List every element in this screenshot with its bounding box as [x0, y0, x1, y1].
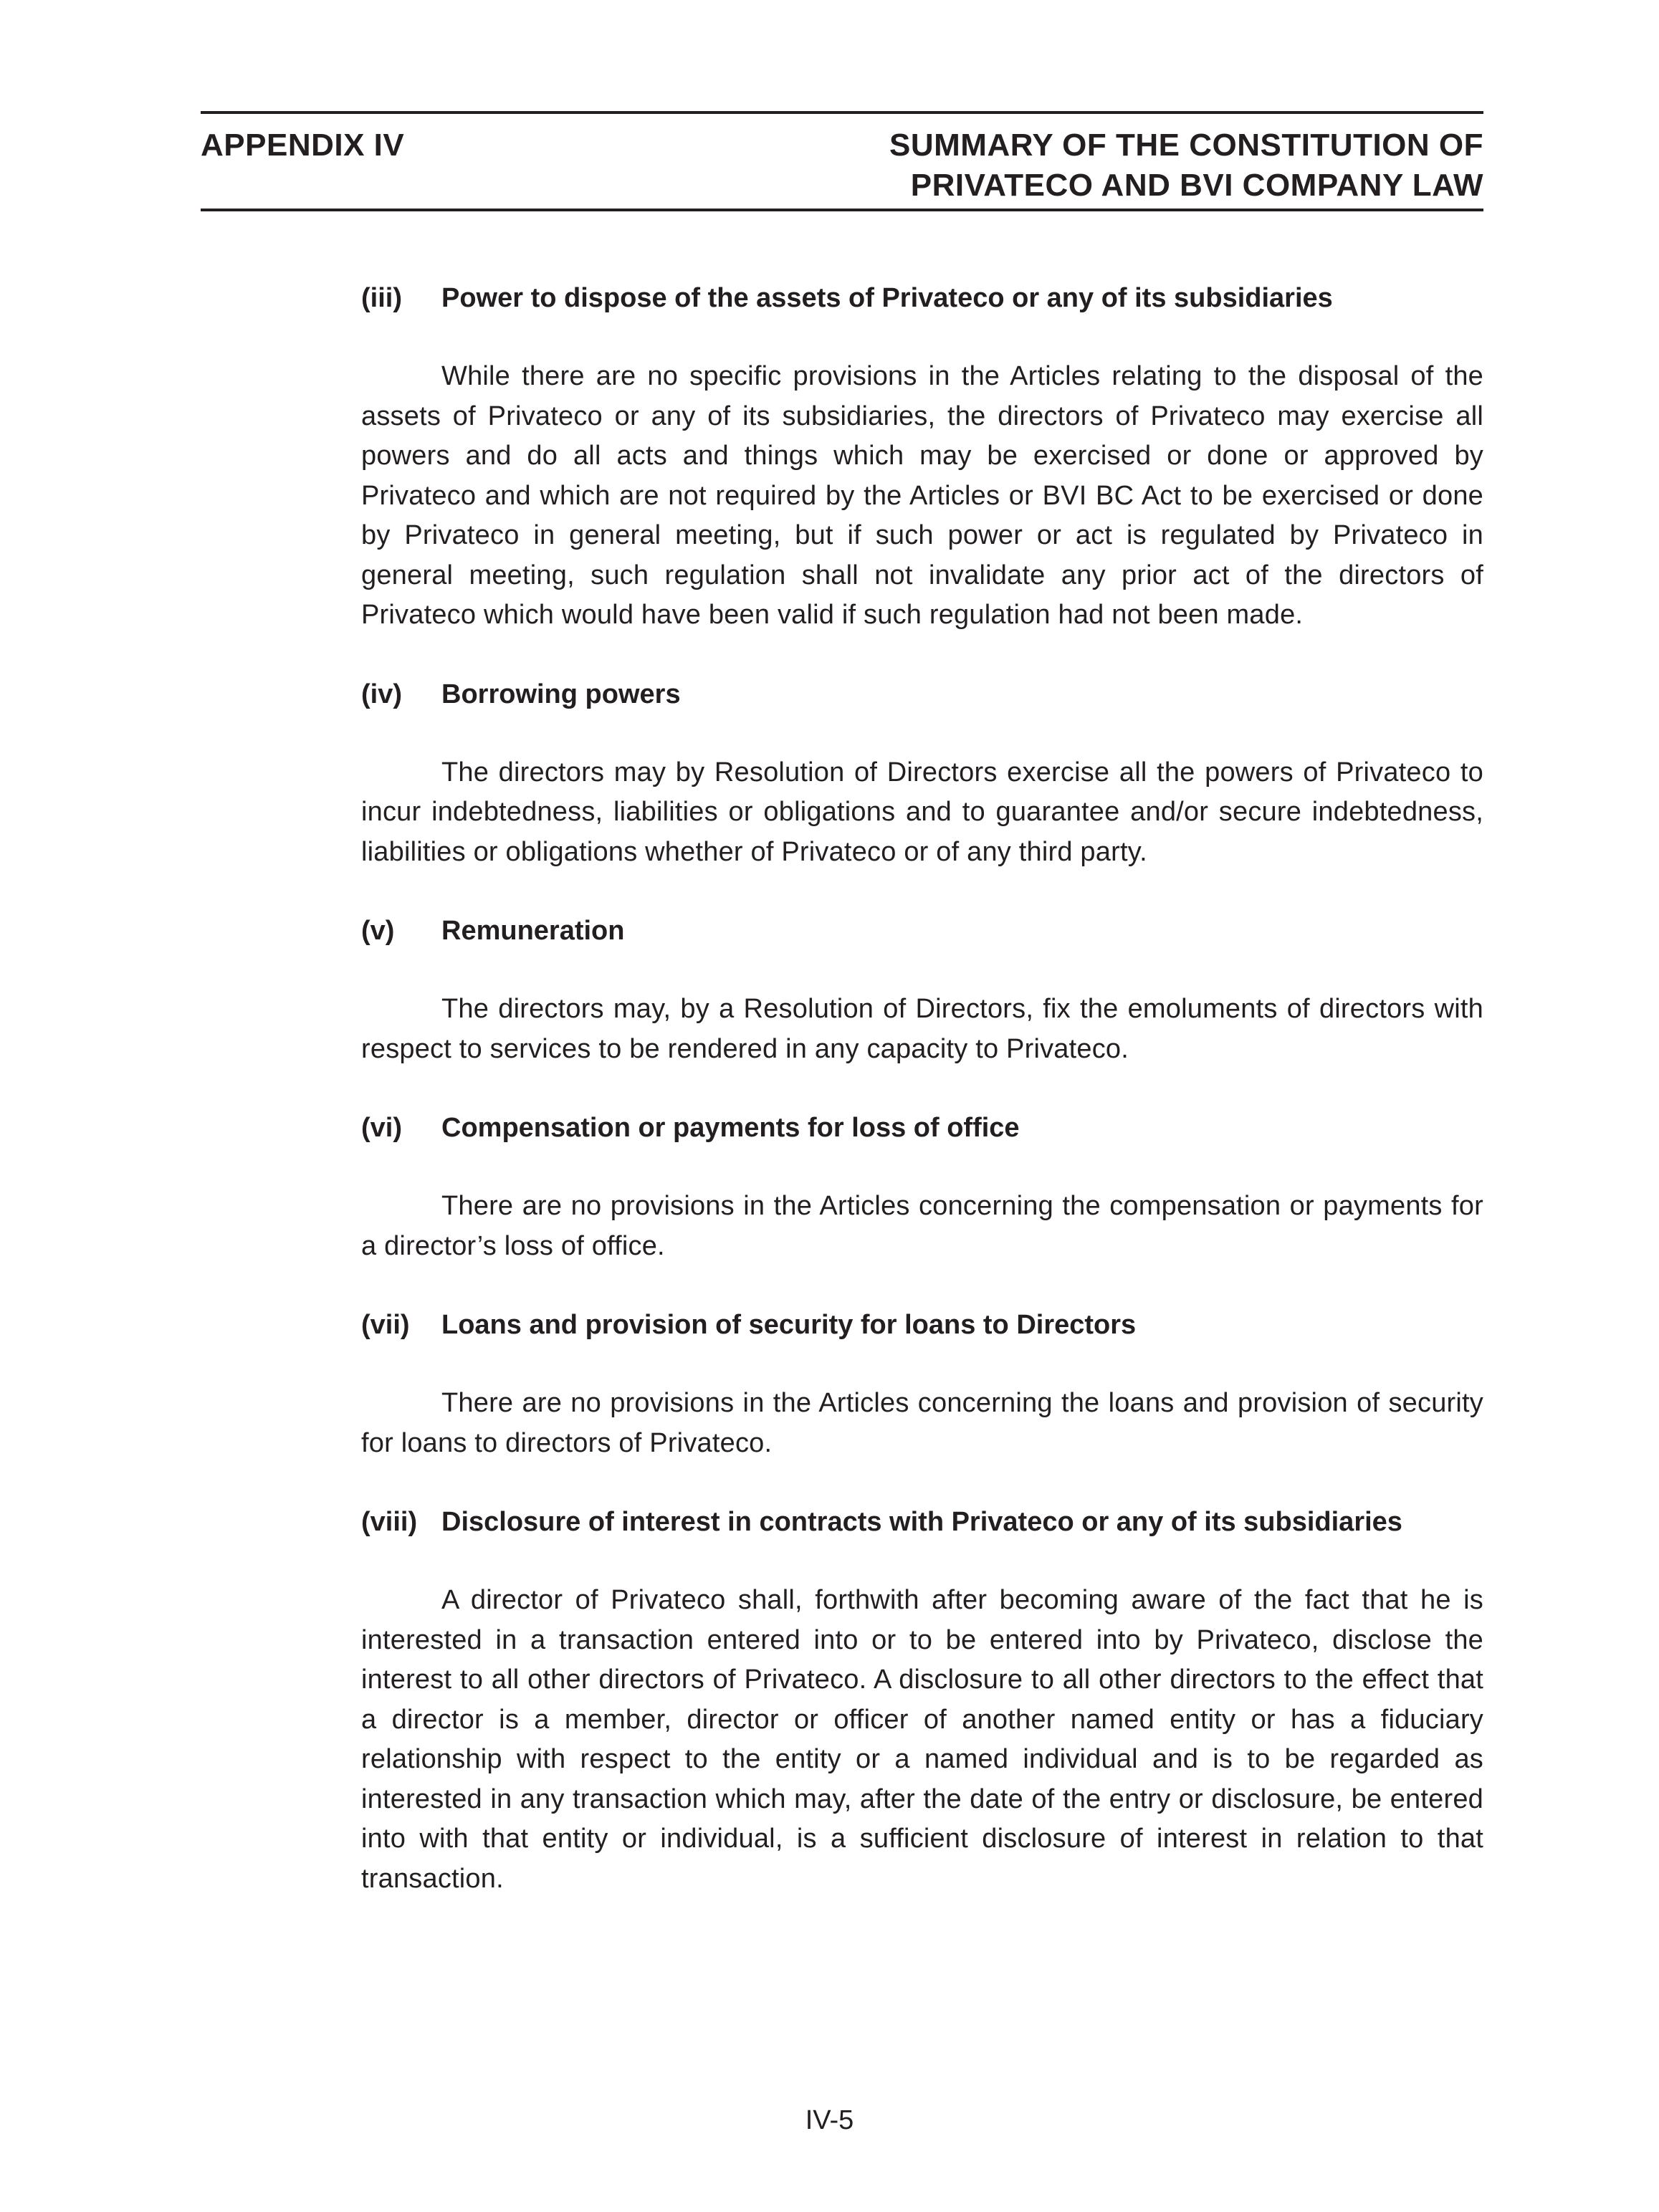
- section-iv: [361, 674, 1483, 873]
- section-number: (vi): [361, 1113, 402, 1143]
- section-number: (iv): [361, 679, 402, 709]
- section-heading: [361, 911, 1483, 951]
- section-vii: [361, 1305, 1483, 1463]
- section-paragraph: The directors may by Resolution of Directors exercise all the powers of Privateco to incur indebtedness, liabilities or obligations and to guarantee and/or secure indebtedness, liabilities or obligations whether of Privateco or of any third party.: [361, 757, 1483, 867]
- section-heading: [361, 1502, 1483, 1542]
- section-number: (iii): [361, 283, 402, 313]
- section-title: Disclosure of interest in contracts with Privateco or any of its subsidiaries: [441, 1507, 1402, 1537]
- section-viii: [361, 1502, 1483, 1899]
- appendix-title-line-2: PRIVATECO AND BVI COMPANY LAW: [910, 168, 1483, 203]
- section-paragraph: There are no provisions in the Articles concerning the loans and provision of security for loans to directors of Privateco.: [361, 1388, 1483, 1458]
- section-title: Remuneration: [441, 916, 625, 946]
- section-number: (vii): [361, 1310, 410, 1340]
- appendix-label: APPENDIX IV: [201, 128, 405, 163]
- section-vi: [361, 1108, 1483, 1266]
- section-title: Loans and provision of security for loans to Directors: [441, 1310, 1137, 1340]
- section-paragraph: While there are no specific provisions in the Articles relating to the disposal of the assets of Privateco or any of its subsidiaries, the directors of Privateco may exercise all powers and do all acts and things which may be exercised or done or approved by Privateco and which are not required by the Articles or BVI BC Act to be exercised or done by Privateco in general meeting, but if such power or act is regulated by Privateco in general meeting, such regulation shall not invalidate any prior act of the directors of Privateco which would have been valid if such regulation had not been made.: [361, 361, 1483, 630]
- appendix-title: [889, 125, 1483, 206]
- section-heading: [361, 674, 1483, 714]
- section-number: (viii): [361, 1507, 418, 1537]
- document-body: [361, 278, 1483, 1938]
- page-number: IV-5: [805, 2105, 854, 2135]
- section-title: Borrowing powers: [441, 679, 681, 709]
- section-heading: [361, 1305, 1483, 1345]
- section-paragraph: A director of Privateco shall, forthwith after becoming aware of the fact that he is interested in a transaction entered into or to be entered into by Privateco, disclose the interest to all other directors of Privateco. A disclosure to all other directors to the effect that a director is a member, director or officer of another named entity or has a fiduciary relationship with respect to the entity or a named individual and is to be regarded as interested in any transaction which may, after the date of the entry or disclosure, be entered into with that entity or individual, is a sufficient disclosure of interest in relation to that transaction.: [361, 1585, 1483, 1894]
- section-title: Compensation or payments for loss of office: [441, 1113, 1020, 1143]
- section-paragraph: The directors may, by a Resolution of Directors, fix the emoluments of directors with respect to services to be rendered in any capacity to Privateco.: [361, 994, 1483, 1064]
- section-number: (v): [361, 916, 395, 946]
- section-title: Power to dispose of the assets of Privateco or any of its subsidiaries: [441, 283, 1333, 313]
- appendix-title-line-1: SUMMARY OF THE CONSTITUTION OF: [889, 128, 1483, 163]
- section-heading: [361, 278, 1483, 318]
- section-paragraph: There are no provisions in the Articles concerning the compensation or payments for a director’s loss of office.: [361, 1191, 1483, 1261]
- section-v: [361, 911, 1483, 1069]
- page-header: [201, 111, 1483, 211]
- section-iii: [361, 278, 1483, 636]
- section-heading: [361, 1108, 1483, 1148]
